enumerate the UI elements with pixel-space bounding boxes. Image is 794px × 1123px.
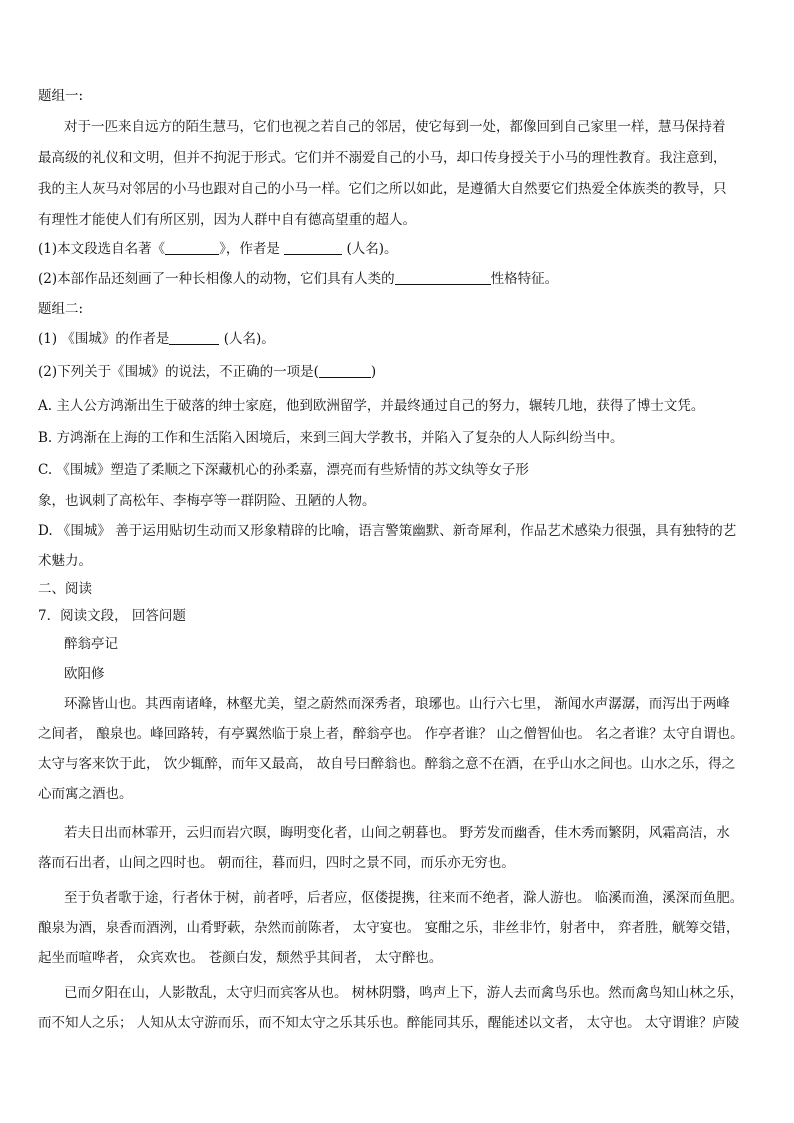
g2-q2-suffix: ): [370, 364, 377, 380]
option-d-line-2: 术魅力。: [38, 553, 92, 569]
group2-question-1: [38, 329, 275, 349]
essay-title: 醉翁亭记: [64, 636, 118, 652]
g2-q1-suffix: (人名)。: [223, 331, 275, 347]
option-b: B. 方鸿渐在上海的工作和生活陷入困境后，来到三闾大学教书，并陷入了复杂的人人际纠纷当中。: [38, 430, 624, 446]
essay-p1-line-3: 太守与客来饮于此， 饮少辄醉，而年又最高， 故自号曰醉翁也。醉翁之意不在酒，在乎山水之间也。山水之乐，得之: [38, 756, 736, 772]
q1-middle: 》，作者是: [219, 241, 280, 257]
g2-q2-prefix: (2)下列关于《围城》的说法，不正确的一项是(: [38, 364, 319, 380]
author-blank[interactable]: [284, 240, 342, 255]
essay-p1-line-4: 心而寓之酒也。: [38, 786, 133, 802]
weicheng-author-blank[interactable]: [169, 330, 219, 345]
passage-line-3: 我的主人灰马对邻居的小马也跟对自己的小马一样。它们之所以如此，是遵循大自然要它们热爱全体族类的教导，只: [38, 181, 727, 197]
essay-p3-line-3: 起坐而喧哗者， 众宾欢也。 苍颜白发，颓然乎其间者， 太守醉也。: [38, 950, 443, 966]
group1-question-2: [38, 269, 558, 289]
essay-author: 欧阳修: [64, 666, 105, 682]
reading-question: 7．阅读文段， 回答问题: [38, 608, 186, 624]
passage-line-4: 有理性才能使人们有所区别，因为人群中自有德高望重的超人。: [38, 212, 416, 228]
group2-heading: 题组二:: [38, 301, 84, 317]
q2-prefix: (2)本部作品还刻画了一种长相像人的动物，它们具有人类的: [38, 271, 395, 287]
essay-p1-line-1: 环滁皆山也。其西南诸峰，林壑尤美，望之蔚然而深秀者，琅琊也。山行六七里， 渐闻水声潺潺，而泻出于两峰: [64, 696, 730, 712]
group1-question-1: [38, 239, 398, 259]
trait-blank[interactable]: [395, 270, 491, 285]
option-d-line-1: D. 《围城》 善于运用贴切生动而又形象精辟的比喻，语言警策幽默、新奇犀利，作品艺术感染力很强，具有独特的艺: [38, 523, 737, 539]
option-c-line-1: C. 《围城》塑造了柔顺之下深藏机心的孙柔嘉，漂亮而有些矫情的苏文纨等女子形: [38, 462, 529, 478]
group1-heading: 题组一:: [38, 88, 84, 104]
essay-p3-line-1: 至于负者歌于途，行者休于树，前者呼，后者应，伛偻提携，往来而不绝者，滁人游也。 临溪而渔，溪深而鱼肥。: [64, 890, 744, 906]
book-title-blank[interactable]: [165, 240, 219, 255]
q1-prefix: (1)本文段选自名著《: [38, 241, 166, 257]
q1-suffix: (人名)。: [346, 241, 398, 257]
q2-suffix: 性格特征。: [490, 271, 559, 287]
essay-p3-line-2: 酿泉为酒，泉香而酒洌，山肴野蔌，杂然而前陈者， 太守宴也。 宴酣之乐，非丝非竹，射者中， 弈者胜，觥筹交错，: [38, 920, 740, 936]
g2-q1-prefix: (1) 《围城》的作者是: [38, 331, 170, 347]
essay-p4-line-1: 已而夕阳在山，人影散乱，太守归而宾客从也。 树林阴翳，鸣声上下，游人去而禽鸟乐也。然而禽鸟知山林之乐，: [64, 985, 744, 1001]
section-heading: 二、阅读: [38, 581, 92, 597]
essay-p4-line-2: 而不知人之乐； 人知从太守游而乐，而不知太守之乐其乐也。醉能同其乐，醒能述以文者， 太守也。 太守谓谁？庐陵: [38, 1015, 740, 1031]
answer-blank[interactable]: [319, 363, 371, 378]
essay-p1-line-2: 之间者， 酿泉也。峰回路转，有亭翼然临于泉上者，醉翁亭也。 作亭者谁？ 山之僧智仙也。 名之者谁？太守自谓也。: [38, 726, 744, 742]
passage-line-2: 最高级的礼仪和文明，但并不拘泥于形式。它们并不溺爱自己的小马，却口传身授关于小马的理性教育。我注意到，: [38, 150, 727, 166]
group2-question-2: [38, 362, 376, 382]
option-c-line-2: 象，也讽刺了高松年、李梅亭等一群阴险、丑陋的人物。: [38, 493, 376, 509]
option-a: A. 主人公方鸿渐出生于破落的绅士家庭，他到欧洲留学，并最终通过自己的努力，辗转几地，获得了博士文凭。: [38, 398, 705, 414]
essay-p2-line-2: 落而石出者，山间之四时也。 朝而往，暮而归，四时之景不同，而乐亦无穷也。: [38, 855, 515, 871]
essay-p2-line-1: 若夫日出而林霏开，云归而岩穴暝，晦明变化者，山间之朝暮也。 野芳发而幽香，佳木秀而繁阴，风霜高洁，水: [64, 825, 730, 841]
passage-line-1: 对于一匹来自远方的陌生慧马，它们也视之若自己的邻居，使它每到一处，都像回到自己家里一样，慧马保持着: [64, 119, 726, 135]
